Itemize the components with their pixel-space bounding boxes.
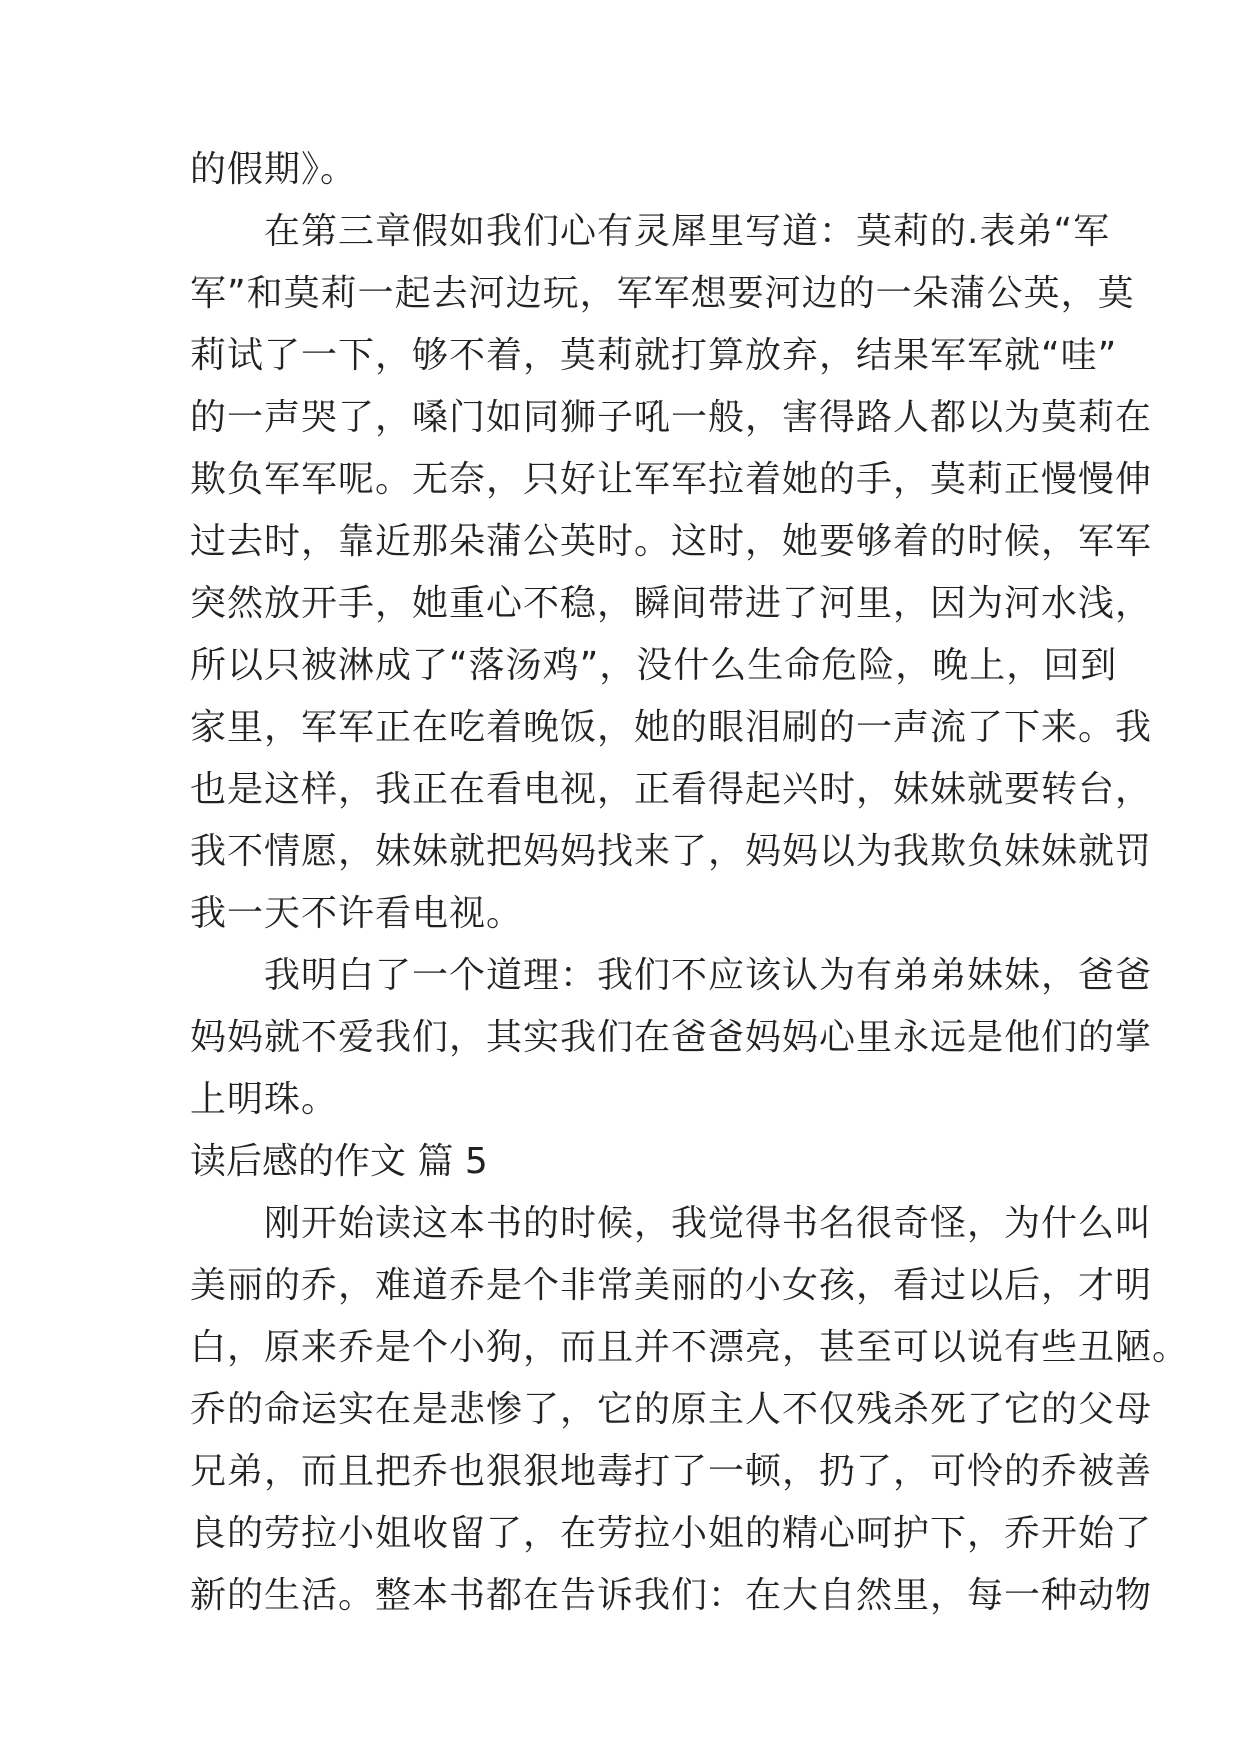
text-line: 良的劳拉小姐收留了，在劳拉小姐的精心呵护下，乔开始了 <box>190 1513 1153 1554</box>
text-line: 家里，军军正在吃着晚饭，她的眼泪刷的一声流了下来。我 <box>190 707 1153 748</box>
section-heading: 读后感的作文 篇 5 <box>190 1141 488 1182</box>
text-line: 突然放开手，她重心不稳，瞬间带进了河里，因为河水浅， <box>190 583 1153 624</box>
text-line: 上明珠。 <box>190 1079 339 1120</box>
text-line: 欺负军军呢。无奈，只好让军军拉着她的手，莫莉正慢慢伸 <box>190 459 1153 500</box>
text-line: 我一天不许看电视。 <box>190 893 524 934</box>
text-line: 兄弟，而且把乔也狠狠地毒打了一顿，扔了，可怜的乔被善 <box>190 1451 1153 1492</box>
text-line: 军”和莫莉一起去河边玩，军军想要河边的一朵蒲公英，莫 <box>190 273 1135 314</box>
paragraph-first-line: 我明白了一个道理：我们不应该认为有弟弟妹妹，爸爸 <box>264 955 1153 996</box>
text-line: 美丽的乔，难道乔是个非常美丽的小女孩，看过以后，才明 <box>190 1265 1153 1306</box>
text-line: 的假期》。 <box>190 149 358 190</box>
text-line: 我不情愿，妹妹就把妈妈找来了，妈妈以为我欺负妹妹就罚 <box>190 831 1153 872</box>
text-line: 妈妈就不爱我们，其实我们在爸爸妈妈心里永远是他们的掌 <box>190 1017 1153 1058</box>
text-line: 过去时，靠近那朵蒲公英时。这时，她要够着的时候，军军 <box>190 521 1153 562</box>
text-line: 也是这样，我正在看电视，正看得起兴时，妹妹就要转台， <box>190 769 1153 810</box>
text-line: 乔的命运实在是悲惨了，它的原主人不仅残杀死了它的父母 <box>190 1389 1153 1430</box>
text-line: 新的生活。整本书都在告诉我们：在大自然里，每一种动物 <box>190 1575 1153 1616</box>
paragraph-first-line: 刚开始读这本书的时候，我觉得书名很奇怪，为什么叫 <box>264 1203 1153 1244</box>
text-line: 莉试了一下，够不着，莫莉就打算放弃，结果军军就“哇” <box>190 335 1118 376</box>
text-line: 的一声哭了，嗓门如同狮子吼一般，害得路人都以为莫莉在 <box>190 397 1153 438</box>
paragraph-first-line: 在第三章假如我们心有灵犀里写道：莫莉的.表弟“军 <box>264 211 1111 252</box>
text-line: 所以只被淋成了“落汤鸡”，没什么生命危险，晚上，回到 <box>190 645 1118 686</box>
text-line: 白，原来乔是个小狗，而且并不漂亮，甚至可以说有些丑陋。 <box>190 1327 1190 1368</box>
